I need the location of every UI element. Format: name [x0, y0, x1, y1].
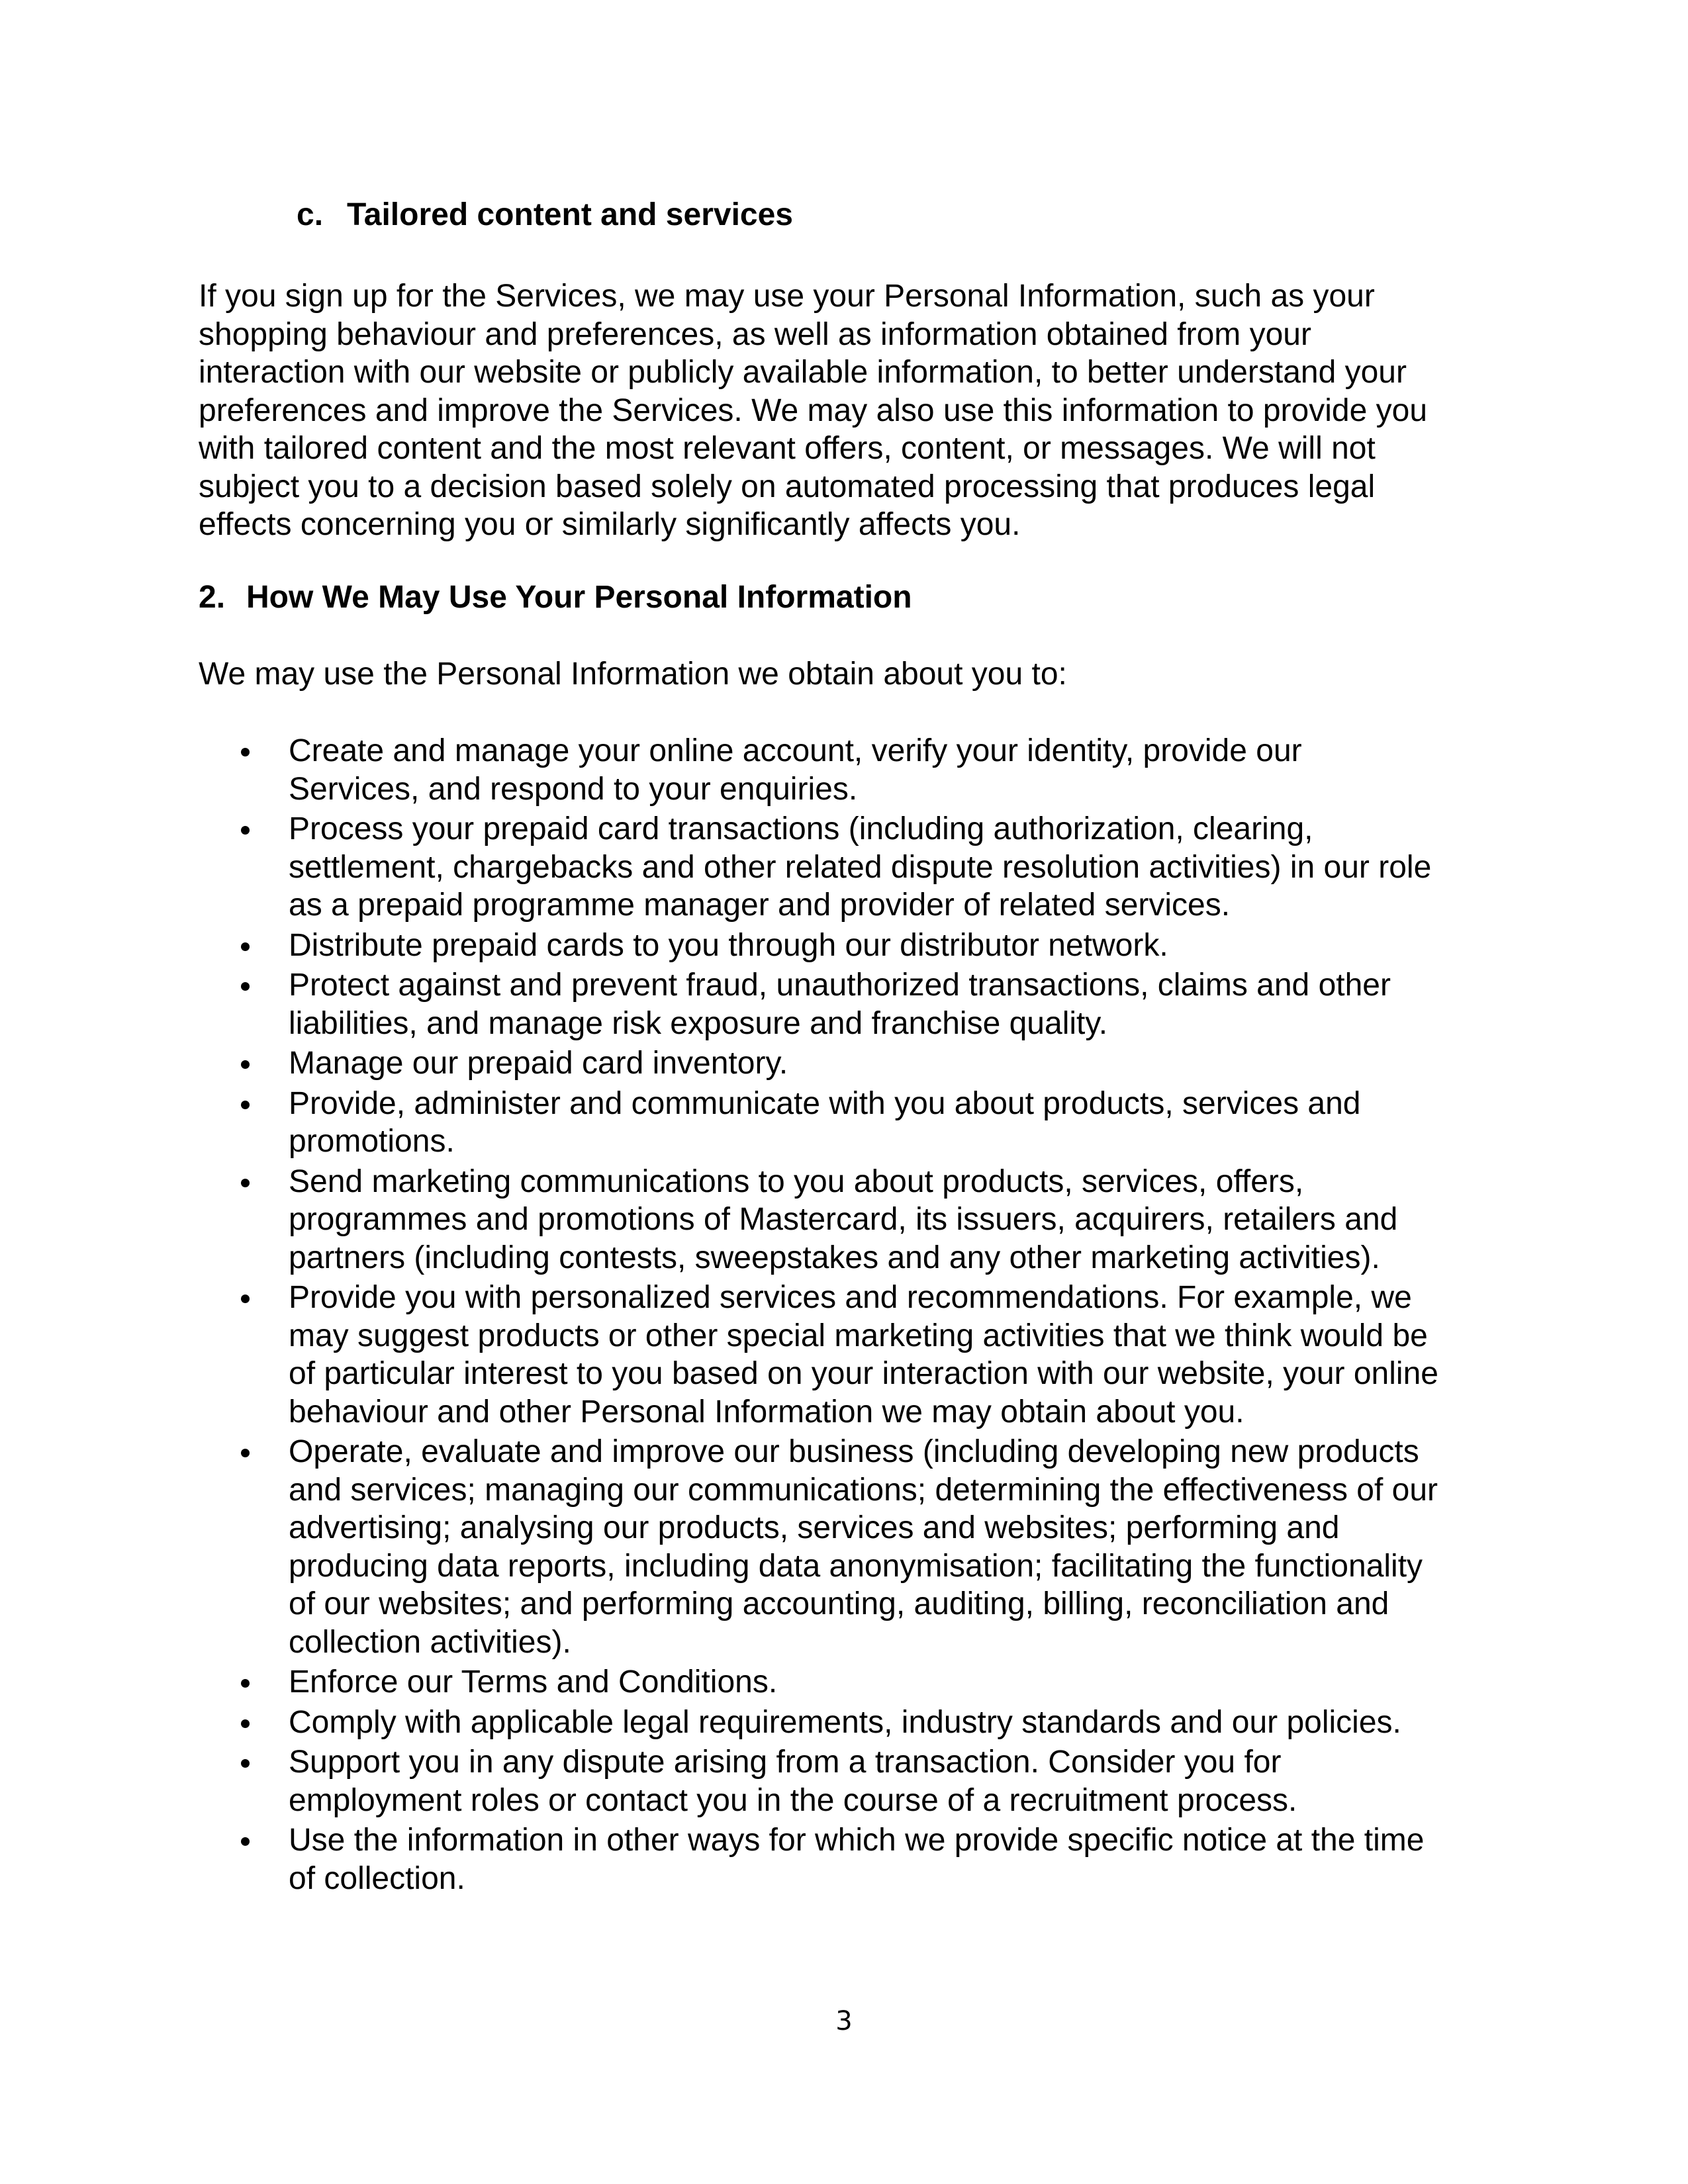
list-item-line: as a prepaid programme manager and provider of related services. [289, 887, 1231, 923]
list-item [199, 810, 1496, 925]
list-item-line: Provide, administer and communicate with you about products, services and [289, 1085, 1361, 1121]
list-item-line: Comply with applicable legal requirements, industry standards and our policies. [289, 1704, 1401, 1740]
list-item-line: Send marketing communications to you about products, services, offers, [289, 1163, 1304, 1199]
list-item-line: Enforce our Terms and Conditions. [289, 1664, 778, 1700]
list-item-line: Protect against and prevent fraud, unauthorized transactions, claims and other [289, 968, 1391, 1003]
list-item-line: Manage our prepaid card inventory. [289, 1046, 788, 1081]
bullet-dot-icon [241, 1837, 250, 1846]
bullet-dot-icon [241, 1101, 250, 1109]
list-item-line: of collection. [289, 1860, 465, 1896]
list-item [199, 732, 1496, 808]
list-item-line: Process your prepaid card transactions (including authorization, clearing, [289, 811, 1313, 846]
list-item [199, 1433, 1496, 1661]
list-item-line: collection activities). [289, 1624, 571, 1660]
section-2-title: How We May Use Your Personal Information [246, 580, 912, 615]
list-item [199, 966, 1496, 1042]
list-item [199, 927, 1496, 965]
bullet-dot-icon [241, 982, 250, 991]
intro-line: We may use the Personal Information we obtain about you to: [199, 657, 1067, 692]
bullet-dot-icon [241, 1759, 250, 1768]
section-c-paragraph [199, 277, 1489, 544]
bullet-dot-icon [241, 942, 250, 951]
paragraph-line: subject you to a decision based solely on automated processing that produces legal [199, 469, 1376, 504]
paragraph-line: effects concerning you or similarly significantly affects you. [199, 507, 1021, 542]
bullet-dot-icon [241, 1060, 250, 1069]
section-2-heading [199, 578, 912, 617]
list-item-line: Services, and respond to your enquiries. [289, 771, 858, 807]
paragraph-line: If you sign up for the Services, we may use your Personal Information, such as your [199, 279, 1375, 314]
list-item-line: producing data reports, including data anonymisation; facilitating the functionality [289, 1548, 1423, 1584]
paragraph-line: interaction with our website or publicly available information, to better understand your [199, 355, 1407, 390]
list-item-line: Use the information in other ways for which we provide specific notice at the time [289, 1823, 1425, 1858]
list-item-line: Support you in any dispute arising from a transaction. Consider you for [289, 1745, 1282, 1780]
paragraph-line: preferences and improve the Services. We may also use this information to provide you [199, 392, 1428, 428]
list-item [199, 1821, 1496, 1897]
list-item-line: liabilities, and manage risk exposure and franchise quality. [289, 1005, 1108, 1041]
list-item-line: of particular interest to you based on your interaction with our website, your online [289, 1356, 1438, 1391]
uses-bullet-list [199, 732, 1496, 1899]
list-item-line: settlement, chargebacks and other related dispute resolution activities) in our role [289, 849, 1432, 885]
list-item-line: Operate, evaluate and improve our business (including developing new products [289, 1434, 1419, 1469]
list-item-line: promotions. [289, 1124, 455, 1159]
list-item-line: partners (including contests, sweepstakes and any other marketing activities). [289, 1240, 1380, 1275]
list-item-line: employment roles or contact you in the course of a recruitment process. [289, 1782, 1297, 1818]
section-2-number: 2. [199, 580, 226, 615]
paragraph-line: with tailored content and the most relevant offers, content, or messages. We will not [199, 431, 1376, 466]
list-item [199, 1743, 1496, 1819]
list-item-line: Provide you with personalized services and recommendations. For example, we [289, 1280, 1412, 1315]
list-item-line: of our websites; and performing accounting, auditing, billing, reconciliation and [289, 1586, 1389, 1621]
section-c-title: Tailored content and services [347, 197, 793, 232]
list-item-line: behaviour and other Personal Information we may obtain about you. [289, 1394, 1244, 1430]
list-item-line: programmes and promotions of Mastercard, its issuers, acquirers, retailers and [289, 1202, 1398, 1237]
list-item-line: may suggest products or other special marketing activities that we think would be [289, 1318, 1428, 1353]
list-item-line: advertising; analysing our products, services and websites; performing and [289, 1510, 1340, 1545]
bullet-dot-icon [241, 1179, 250, 1187]
list-item [199, 1044, 1496, 1083]
list-item [199, 1163, 1496, 1277]
section-c-heading [297, 196, 793, 234]
list-item-line: Distribute prepaid cards to you through our distributor network. [289, 927, 1168, 963]
bullet-dot-icon [241, 748, 250, 756]
list-item [199, 1663, 1496, 1702]
section-c-number: c. [297, 197, 324, 232]
bullet-dot-icon [241, 826, 250, 835]
page-number: 3 [835, 2006, 853, 2036]
list-item-line: Create and manage your online account, verify your identity, provide our [289, 733, 1302, 768]
list-item [199, 1085, 1496, 1161]
bullet-dot-icon [241, 1719, 250, 1728]
section-2-intro [199, 655, 1489, 694]
bullet-dot-icon [241, 1295, 250, 1303]
list-item-line: and services; managing our communications; determining the effectiveness of our [289, 1472, 1438, 1508]
bullet-dot-icon [241, 1449, 250, 1457]
list-item [199, 1704, 1496, 1742]
paragraph-line: shopping behaviour and preferences, as well as information obtained from your [199, 316, 1311, 352]
list-item [199, 1279, 1496, 1431]
bullet-dot-icon [241, 1679, 250, 1688]
